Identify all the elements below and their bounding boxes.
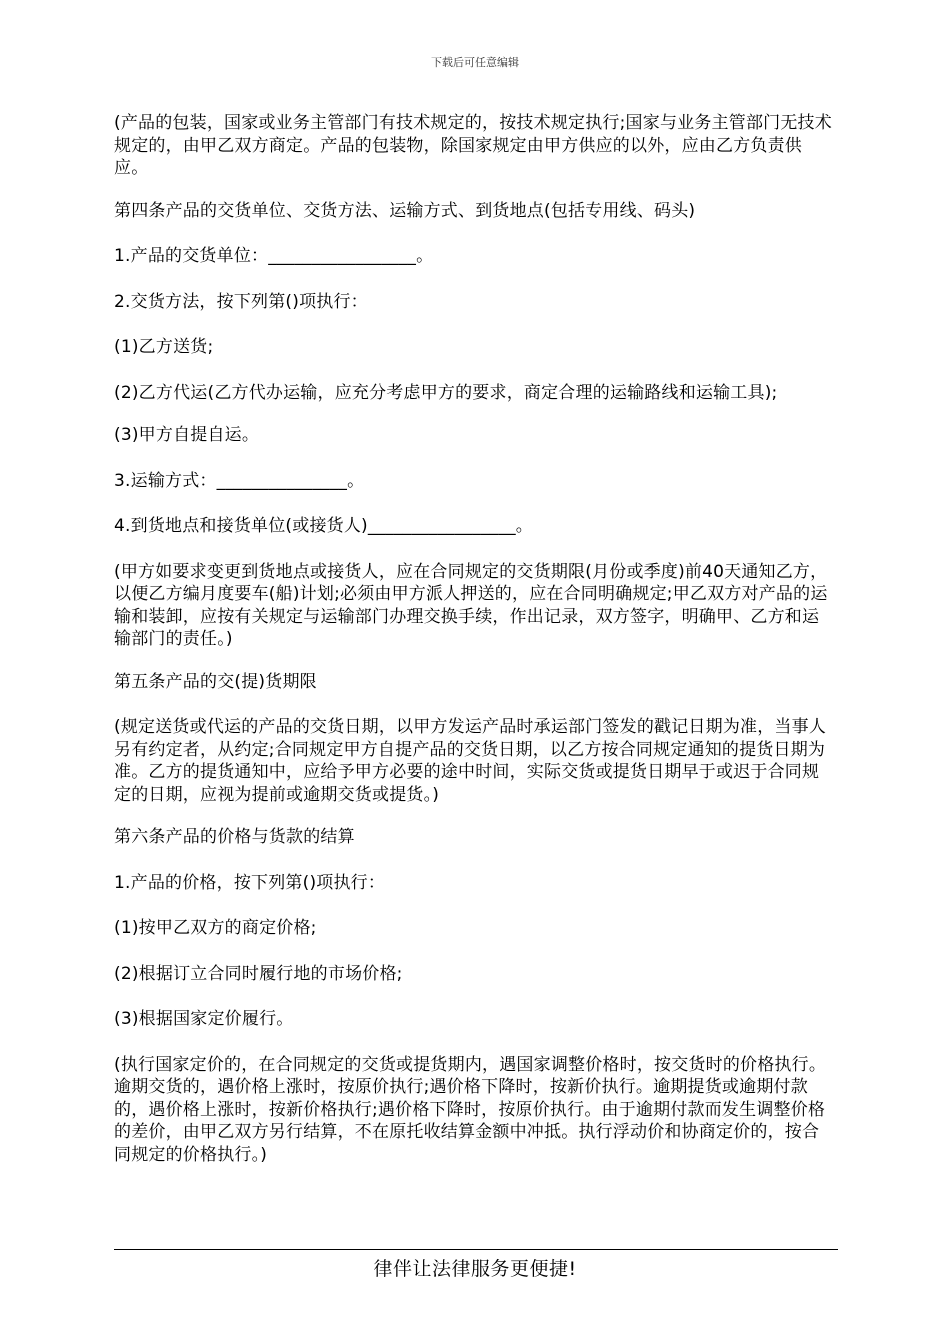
paragraph-price-option-1: (1)按甲乙双方的商定价格; [114, 918, 317, 938]
document-body [114, 112, 836, 1186]
heading-article-6: 第六条产品的价格与货款的结算 [114, 827, 355, 847]
paragraph-state-pricing: (执行国家定价的，在合同规定的交货或提货期内，遇国家调整价格时，按交货时的价格执行。逾期交货的，遇价格上涨时，按原价执行;遇价格下降时，按新价执行。逾期提货或逾期付款的，遇价格上涨时，按新价格执行;遇价格下降时，按原价执行。由于逾期付款而发生调整价格的差价，由甲乙双方另行结算，不在原托收结算金额中冲抵。执行浮动价和协商定价的，按合同规定的价格执行。) [114, 1054, 827, 1165]
paragraph-option-3: (3)甲方自提自运。 [114, 425, 260, 445]
paragraph-price: 1.产品的价格，按下列第()项执行： [114, 872, 386, 893]
heading-article-5: 第五条产品的交(提)货期限 [114, 671, 317, 692]
paragraph-delivery-unit: 1.产品的交货单位：_________________。 [114, 246, 434, 266]
paragraph-change-notice: (甲方如要求变更到货地点或接货人，应在合同规定的交货期限(月份或季度)前40天通知乙方，以便乙方编月度要车(船)计划;必须由甲方派人押送的，应在合同明确规定;甲乙双方对产品的运输和装卸，应按有关规定与运输部门办理交换手续，作出记录，双方签字，明确甲、乙方和运输部门的责任。) [114, 561, 828, 649]
footer-divider [114, 1249, 838, 1250]
paragraph-option-1: (1)乙方送货; [114, 337, 214, 357]
paragraph-delivery-method: 2.交货方法，按下列第()项执行： [114, 291, 368, 312]
paragraph-option-2: (2)乙方代运(乙方代办运输，应充分考虑甲方的要求，商定合理的运输路线和运输工具); [114, 382, 778, 403]
paragraph-price-option-3: (3)根据国家定价履行。 [114, 1009, 294, 1029]
paragraph-packaging: (产品的包装，国家或业务主管部门有技术规定的，按技术规定执行;国家与业务主管部门无技术规定的，由甲乙双方商定。产品的包装物，除国家规定由甲方供应的以外，应由乙方负责供应。 [114, 113, 832, 178]
paragraph-delivery-date: (规定送货或代运的产品的交货日期，以甲方发运产品时承运部门签发的戳记日期为准，当事人另有约定者，从约定;合同规定甲方自提产品的交货日期，以乙方按合同规定通知的提货日期为准。乙方的提货通知中，应给予甲方必要的途中时间，实际交货或提货日期早于或迟于合同规定的日期，应视为提前或逾期交货或提货。) [114, 717, 827, 805]
paragraph-price-option-2: (2)根据订立合同时履行地的市场价格; [114, 963, 403, 984]
paragraph-transport-mode: 3.运输方式：_______________。 [114, 470, 365, 491]
paragraph-arrival-place: 4.到货地点和接货单位(或接货人)_________________。 [114, 516, 533, 536]
footer-slogan: 律伴让法律服务更便捷! [373, 1258, 577, 1280]
heading-article-4: 第四条产品的交货单位、交货方法、运输方式、到货地点(包括专用线、码头) [114, 200, 696, 221]
header-note: 下载后可任意编辑 [431, 56, 519, 69]
